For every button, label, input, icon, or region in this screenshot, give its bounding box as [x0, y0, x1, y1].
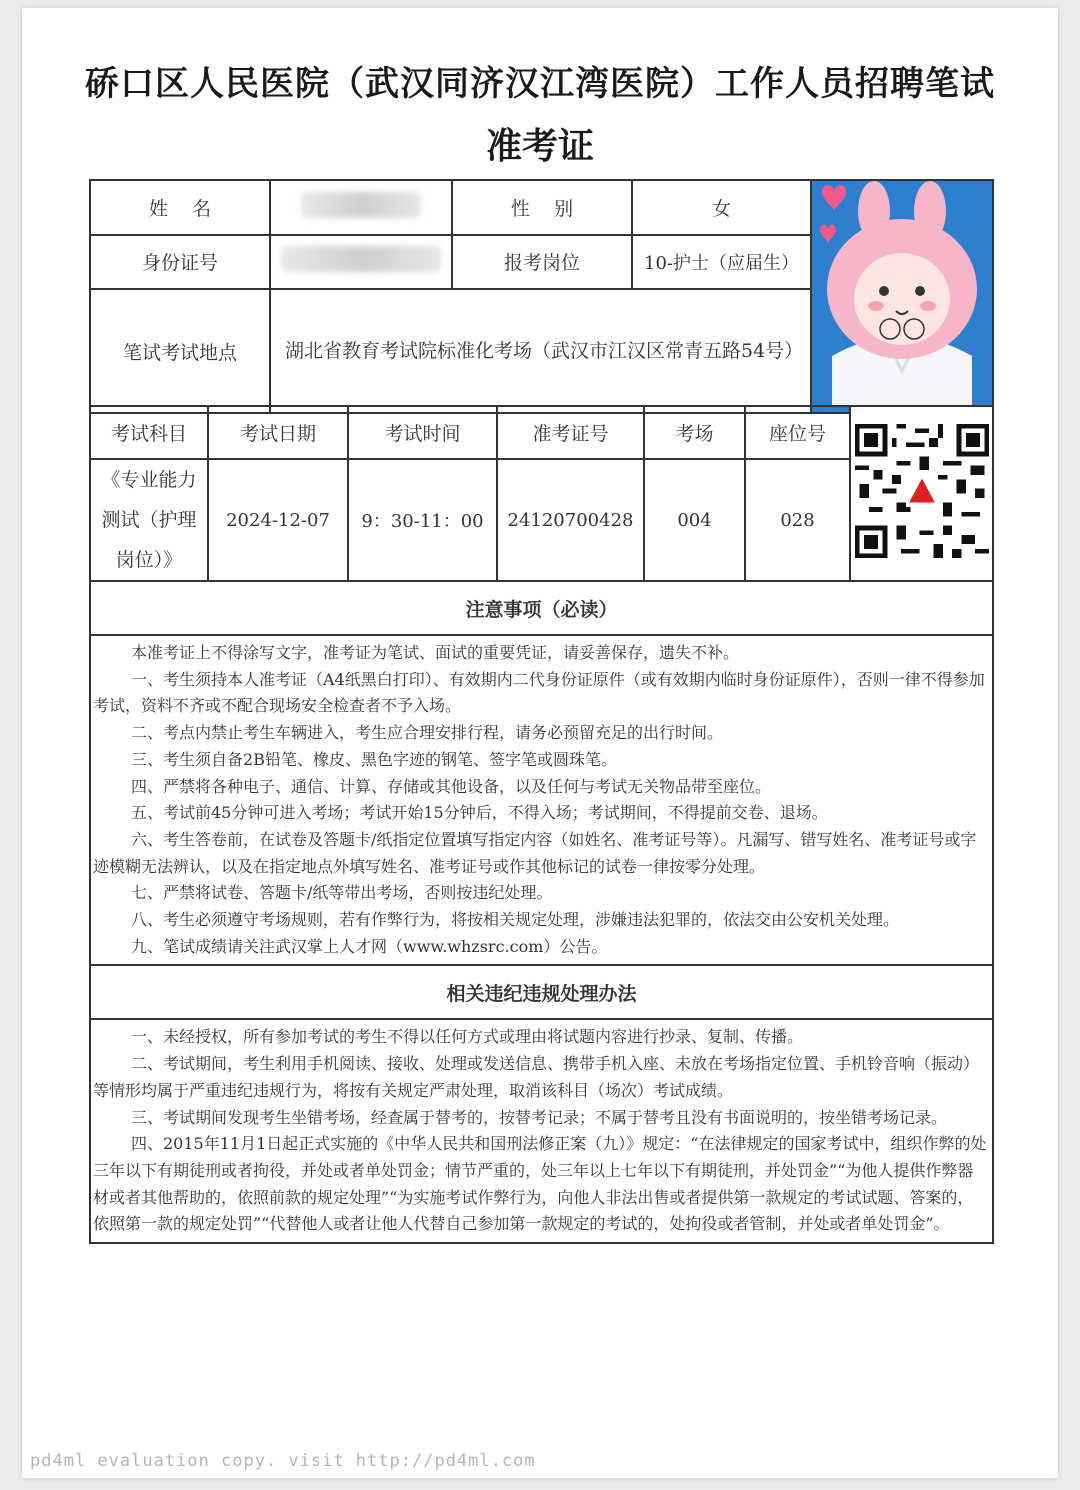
location-label: 笔试考试地点 — [90, 289, 270, 413]
room-value: 004 — [644, 459, 745, 581]
qr-code-icon — [855, 424, 989, 558]
violations-heading: 相关违纪违规处理办法 — [90, 965, 993, 1019]
photo-avatar-sticker — [812, 181, 992, 407]
exam-info-table — [89, 405, 994, 1244]
violation-item: 三、考试期间发现考生坐错考场，经查属于替考的，按替考记录；不属于替考且没有书面说明的，按坐错考场记录。 — [131, 1107, 948, 1127]
notice-item: 本准考证上不得涂写文字，准考证为笔试、面试的重要凭证，请妥善保存，遗失不补。 — [131, 643, 740, 662]
qr-code — [850, 406, 993, 581]
notice-item: 八、考生必须遵守考场规则，若有作弊行为，将按相关规定处理，涉嫌违法犯罪的，依法交由公安机关处理。 — [131, 910, 900, 930]
header-subject: 考试科目 — [90, 406, 208, 459]
notice-heading: 注意事项（必读） — [90, 581, 993, 635]
name-value-redacted — [270, 180, 452, 235]
notice-item: 一、考生须持本人准考证（A4纸黑白打印）、有效期内二代身份证原件（或有效期内临时身份证原件），否则一律不得参加考试，资料不齐或不配合现场安全检查者不予入场。 — [93, 669, 985, 716]
notice-item: 九、笔试成绩请关注武汉掌上人才网（www.whzsrc.com）公告。 — [131, 936, 608, 956]
notice-body — [90, 635, 993, 965]
post-value: 10-护士（应届生） — [632, 235, 811, 290]
document-subtitle: 准考证 — [485, 126, 594, 167]
time-value: 9：30-11：00 — [348, 459, 497, 581]
header-seat: 座位号 — [745, 406, 850, 459]
notice-item: 五、考试前45分钟可进入考场；考试开始15分钟后，不得入场；考试期间，不得提前交卷、退场。 — [131, 803, 828, 823]
candidate-info-table — [89, 179, 994, 414]
admission-ticket-page — [22, 8, 1058, 1478]
redaction-blur — [301, 192, 421, 218]
name-label: 姓 名 — [90, 180, 270, 235]
candidate-photo — [811, 180, 993, 413]
notice-item: 二、考点内禁止考生车辆进入，考生应合理安排行程，请务必预留充足的出行时间。 — [131, 723, 724, 743]
gender-label: 性 别 — [452, 180, 632, 235]
document-title: 硚口区人民医院（武汉同济汉江湾医院）工作人员招聘笔试 — [85, 64, 995, 104]
notice-item: 六、考生答卷前，在试卷及答题卡/纸指定位置填写指定内容（如姓名、准考证号等）。凡漏写、错写姓名、准考证号或字迹模糊无法辨认，以及在指定地点外填写姓名、准考证号或作其他标记的试卷一律按零分处理。 — [93, 829, 977, 876]
location-value: 湖北省教育考试院标准化考场（武汉市江汉区常青五路54号） — [270, 289, 811, 413]
header-date: 考试日期 — [208, 406, 348, 459]
header-ticket-number: 准考证号 — [497, 406, 644, 459]
gender-value: 女 — [632, 180, 811, 235]
ticket-number-value: 24120700428 — [497, 459, 644, 581]
seat-value: 028 — [745, 459, 850, 581]
notice-item: 三、考生须自备2B铅笔、橡皮、黑色字迹的钢笔、签字笔或圆珠笔。 — [131, 749, 617, 769]
violation-item: 二、考试期间，考生利用手机阅读、接收、处理或发送信息、携带手机入座、未放在考场指定位置、手机铃音响（振动）等情形均属于严重违纪违规行为，将按有关规定严肃处理，取消该科目（场次）考试成绩。 — [93, 1054, 980, 1100]
violations-body — [90, 1019, 993, 1243]
header-time: 考试时间 — [348, 406, 497, 459]
date-value: 2024-12-07 — [208, 459, 348, 581]
id-number-value-redacted — [270, 235, 452, 290]
post-label: 报考岗位 — [452, 235, 632, 290]
redaction-blur — [281, 246, 441, 272]
subject-value: 《专业能力测试（护理岗位）》 — [90, 459, 208, 581]
notice-item: 四、严禁将各种电子、通信、计算、存储或其他设备，以及任何与考试无关物品带至座位。 — [131, 776, 772, 796]
id-number-label: 身份证号 — [90, 235, 270, 290]
violation-item: 一、未经授权，所有参加考试的考生不得以任何方式或理由将试题内容进行抄录、复制、传播。 — [131, 1027, 804, 1047]
header-room: 考场 — [644, 406, 745, 459]
notice-item: 七、严禁将试卷、答题卡/纸等带出考场，否则按违纪处理。 — [131, 883, 553, 903]
pd4ml-watermark: pd4ml evaluation copy. visit http://pd4ml.com — [30, 1451, 536, 1471]
violation-item: 四、2015年11月1日起正式实施的《中华人民共和国刑法修正案（九）》规定：“在法律规定的国家考试中，组织作弊的处三年以下有期徒刑或者拘役，并处或者单处罚金；情节严重的，处三年以上七年以下有期徒刑，并处罚金”“为他人提供作弊器材或者其他帮助的，依照前款的规定处理”“为实施考试作弊行为，向他人非法出售或者提供第一款规定的考试试题、答案的，依照第一款的规定处罚”“代替他人或者让他人代替自己参加第一款规定的考试的，处拘役或者管制，并处或者单处罚金”。 — [93, 1134, 987, 1234]
